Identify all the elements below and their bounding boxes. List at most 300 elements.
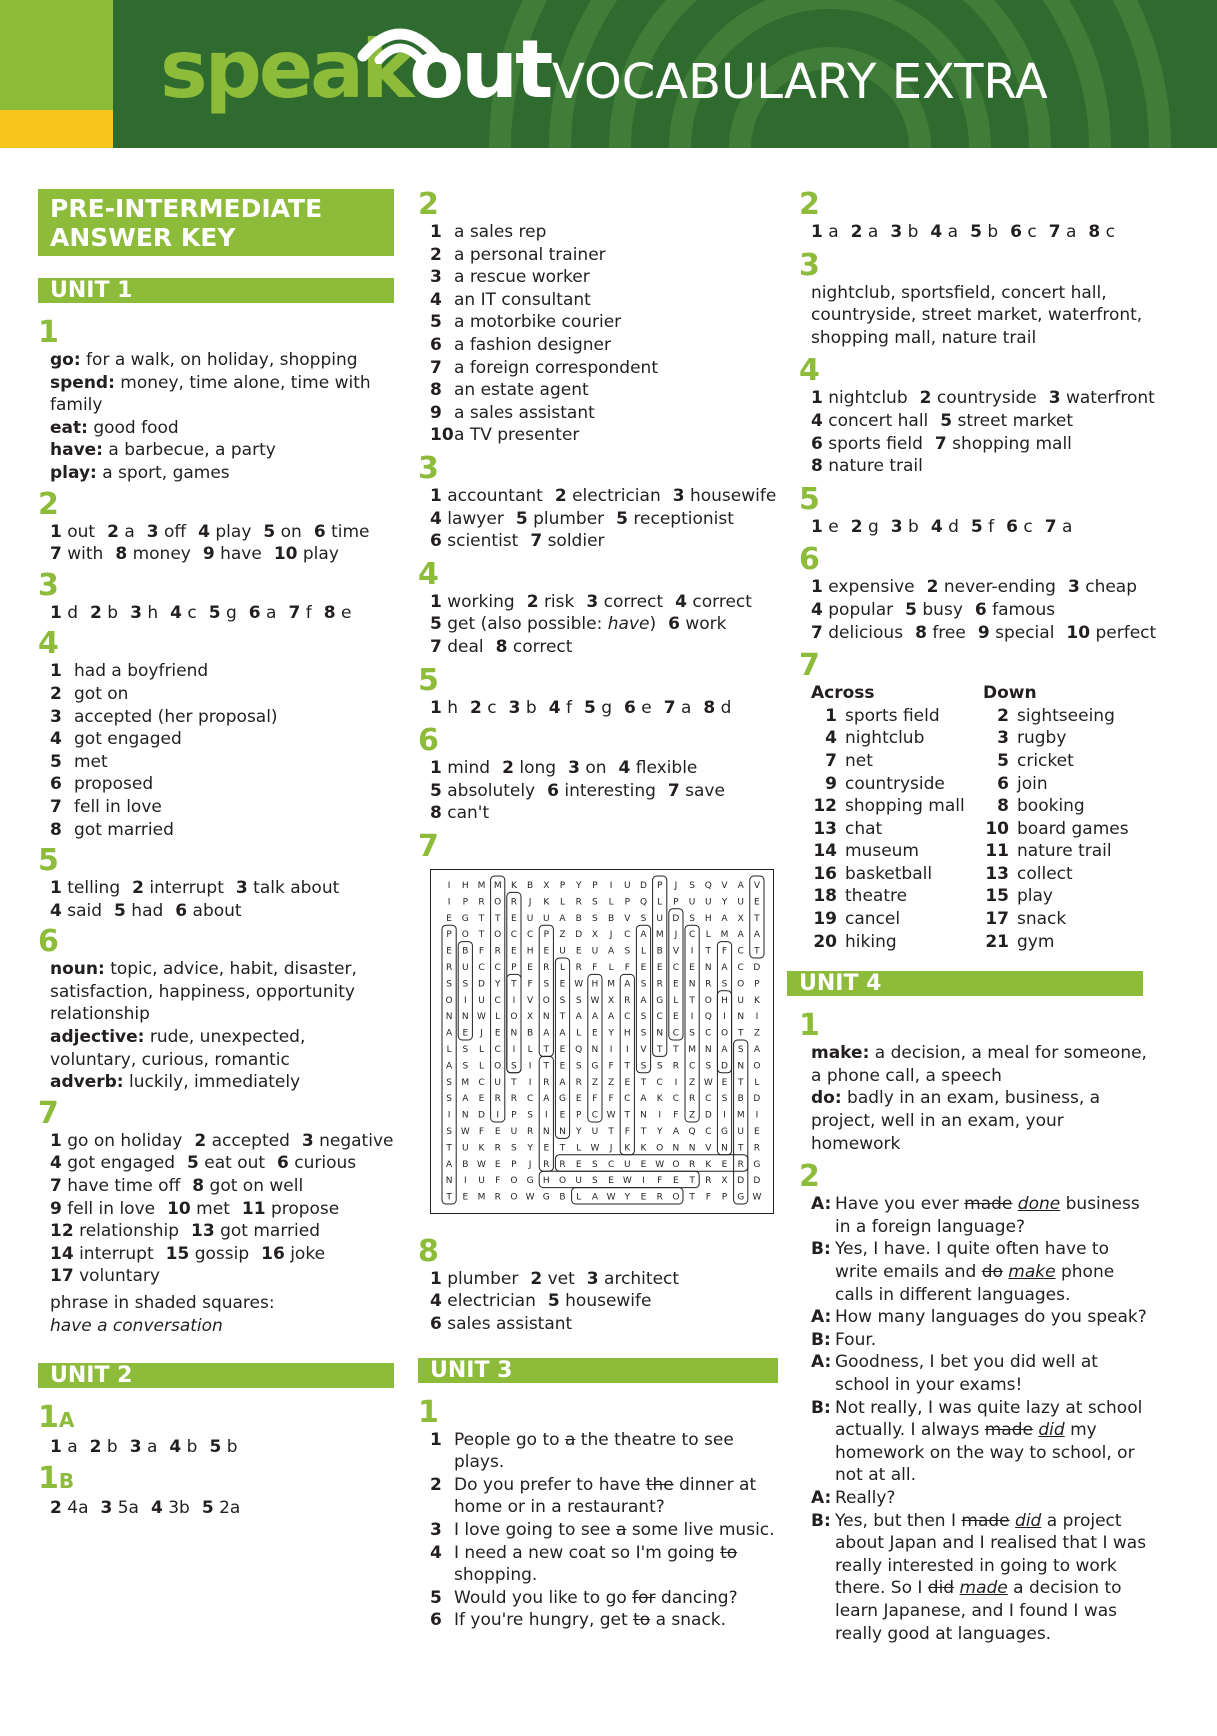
text-part: a decision to learn Japanese, and I found I was really good at languages. — [835, 1578, 1122, 1644]
answer-number: 6 — [430, 531, 442, 552]
dialogue-line — [811, 1306, 1155, 1329]
answer-pair — [975, 600, 1055, 620]
grid-letter: F — [478, 1126, 485, 1137]
answer-number: 1 — [50, 602, 62, 623]
clue-number: 21 — [985, 931, 1009, 952]
crossword-entry — [983, 773, 1155, 796]
grid-letter: U — [526, 913, 534, 924]
answer-text: accountant — [447, 485, 543, 506]
grid-letter: J — [528, 897, 532, 908]
clue-answer: snack — [1017, 909, 1067, 930]
answer-number: 4 — [50, 1153, 62, 1174]
grid-letter: K — [705, 1159, 712, 1170]
text-part: phone calls in different languages. — [835, 1262, 1115, 1305]
grid-letter: U — [591, 1126, 599, 1137]
text-part: Goodness, I bet you did well at school in your exams! — [835, 1352, 1098, 1395]
answer-number: 5 — [547, 1291, 560, 1312]
exercise-number: 2 — [38, 486, 59, 522]
crossword-entry — [811, 750, 983, 773]
grid-letter: R — [656, 1192, 663, 1203]
item-text: a rescue worker — [454, 267, 590, 288]
grid-letter: C — [478, 962, 485, 973]
grid-letter: R — [510, 897, 518, 908]
grid-letter: U — [462, 962, 469, 973]
header-banner — [0, 0, 1217, 148]
answer-number: 6 — [248, 602, 261, 623]
grid-letter: T — [737, 1028, 744, 1039]
grid-letter: O — [510, 1176, 518, 1187]
text-part: shopping. — [454, 1565, 538, 1586]
grid-letter: O — [704, 995, 712, 1006]
answer-text: sales assistant — [447, 1314, 573, 1335]
grid-letter: X — [527, 1012, 534, 1023]
grid-letter: P — [575, 1110, 582, 1121]
unit3-ex2-answers — [799, 221, 1155, 244]
text-part: Would you like to go — [454, 1587, 633, 1608]
item-number: 6 — [430, 1610, 442, 1631]
answer-text: met — [196, 1198, 230, 1219]
answer-pair — [50, 544, 103, 564]
crossword-entry — [983, 750, 1155, 773]
clue-answer: theatre — [845, 886, 908, 907]
grid-letter: E — [559, 979, 566, 990]
answer-pair — [811, 600, 893, 620]
item-text: had a boyfriend — [74, 661, 209, 682]
grid-letter: X — [543, 880, 550, 891]
grid-letter: L — [640, 946, 647, 957]
grid-letter: B — [656, 946, 663, 957]
item-number: 7 — [430, 357, 442, 378]
grid-letter: L — [478, 1061, 485, 1072]
answer-number: 6 — [175, 900, 188, 921]
answer-pair — [202, 1498, 240, 1518]
grid-letter: A — [608, 946, 615, 957]
answer-number: 4 — [811, 410, 823, 431]
text-part: a project about Japan and I realised that I was really interested in going to work there. So I — [835, 1510, 1147, 1599]
grid-letter: L — [559, 897, 566, 908]
grid-letter: L — [657, 897, 663, 908]
grid-letter: E — [673, 1176, 679, 1187]
grid-letter: A — [624, 979, 631, 990]
grid-letter: S — [462, 1061, 469, 1072]
unit2-ex8-answers — [418, 1268, 778, 1336]
answer-text: architect — [604, 1268, 680, 1289]
grid-letter: L — [495, 1012, 501, 1023]
grid-letter: A — [543, 1028, 550, 1039]
grid-letter: S — [705, 1061, 712, 1072]
unit1-ex2-answers — [38, 521, 394, 566]
answer-text: c — [1105, 222, 1115, 242]
grid-letter: U — [688, 897, 696, 908]
grid-letter: O — [558, 1176, 567, 1187]
unit2-ex4-answers — [418, 591, 778, 659]
grid-letter: A — [753, 930, 760, 941]
answer-text: for a walk, on holiday, shopping — [80, 350, 358, 370]
answer-pair — [891, 517, 919, 537]
item-number: 1 — [430, 222, 442, 242]
grid-letter: T — [754, 913, 760, 924]
answer-text: out — [67, 521, 96, 542]
dialogue-text — [835, 1487, 1155, 1510]
grid-letter: R — [543, 962, 550, 973]
grid-letter: D — [753, 1094, 761, 1105]
answer-pair — [811, 517, 839, 537]
answer-text: gossip — [194, 1243, 250, 1264]
grid-letter: D — [478, 1110, 485, 1121]
grid-letter: J — [674, 930, 678, 941]
answer-key-word: make: — [811, 1043, 870, 1064]
answer-pair — [249, 603, 277, 623]
answer-text: b — [907, 222, 919, 242]
numbered-item — [430, 357, 778, 380]
struck-word: made — [984, 1420, 1033, 1441]
exercise-number: 7 — [418, 828, 439, 864]
answer-pair — [978, 623, 1055, 643]
text-part: I love going to see — [454, 1520, 616, 1541]
grid-letter: N — [704, 1044, 712, 1055]
dialogue-line — [811, 1510, 1155, 1646]
answer-text: housewife — [689, 485, 777, 506]
clue-number: 9 — [825, 773, 837, 794]
grid-letter: T — [446, 1192, 452, 1203]
answer-text: got on well — [209, 1176, 304, 1197]
answer-number: 6 — [811, 433, 823, 454]
answer-line — [811, 1042, 1155, 1087]
grid-letter: E — [624, 1077, 631, 1088]
grid-letter: T — [559, 1143, 566, 1154]
grid-letter: M — [688, 1044, 696, 1055]
unit3-ex4-answers — [799, 387, 1155, 477]
answer-pair — [50, 878, 120, 898]
answer-text: street market — [957, 410, 1073, 431]
answer-pair — [430, 531, 518, 551]
grid-letter: E — [543, 1143, 550, 1154]
answer-number: 5 — [201, 1497, 214, 1518]
answer-number: 14 — [50, 1243, 74, 1264]
grid-letter: S — [446, 1077, 452, 1088]
grid-letter: O — [510, 1012, 518, 1023]
answer-number: 6 — [1006, 516, 1018, 537]
grid-letter: A — [672, 1126, 679, 1137]
answer-pair — [1049, 222, 1077, 242]
grid-letter: Y — [624, 1192, 631, 1203]
answer-pair — [664, 698, 692, 718]
grid-letter: W — [477, 1159, 486, 1170]
grid-letter: T — [543, 1044, 550, 1055]
answer-pair — [516, 509, 604, 529]
answer-pair — [107, 522, 135, 542]
answer-text: cheap — [1085, 577, 1138, 598]
crossword-entry — [983, 931, 1155, 954]
phrase-answer: have a conversation — [50, 1315, 223, 1336]
exercise-number: 1 — [418, 1394, 439, 1430]
grid-letter: C — [688, 1061, 696, 1072]
answer-number: 7 — [288, 602, 301, 623]
grid-letter: O — [720, 1028, 729, 1039]
dialogue-text — [835, 1510, 1155, 1646]
grid-letter: D — [704, 1110, 712, 1121]
answer-number: 5 — [905, 599, 917, 620]
unit2-ex2-answers — [418, 221, 778, 447]
answer-text: never-ending — [943, 577, 1056, 598]
answer-pair — [430, 509, 504, 529]
answer-text: g — [225, 602, 237, 623]
answer-text: countryside — [936, 388, 1037, 409]
answer-number: 6 — [623, 697, 636, 718]
answer-pair — [130, 1437, 158, 1457]
answer-text: joke — [290, 1243, 326, 1264]
grid-letter: E — [754, 1126, 760, 1137]
item-number: 5 — [430, 1587, 442, 1608]
grid-letter: E — [446, 946, 452, 957]
grid-letter: N — [688, 979, 696, 990]
crossword-entry — [811, 885, 983, 908]
text-part: Really? — [835, 1487, 896, 1508]
grid-letter: Q — [639, 897, 648, 908]
grid-letter: T — [511, 979, 517, 990]
clue-answer: basketball — [845, 863, 933, 884]
answer-text: save — [685, 780, 725, 801]
answer-row — [811, 576, 1155, 599]
grid-letter: L — [576, 1192, 582, 1203]
exercise-number: 2 — [418, 187, 439, 222]
grid-letter: S — [689, 1028, 695, 1039]
answer-pair — [50, 1498, 88, 1518]
answer-number: 2 — [526, 591, 539, 612]
grid-letter: T — [754, 946, 760, 957]
grid-letter: C — [656, 1012, 663, 1023]
answer-number: 8 — [1088, 222, 1101, 242]
crossword-entry — [983, 840, 1155, 863]
grid-letter: N — [542, 1012, 550, 1023]
clue-answer: chat — [845, 818, 883, 839]
answer-number: 2 — [470, 697, 482, 718]
answer-number: 1 — [811, 516, 823, 537]
numbered-item — [430, 311, 778, 334]
answer-row — [50, 1130, 394, 1153]
grid-letter: G — [542, 1192, 550, 1203]
answer-row — [50, 1152, 394, 1175]
answer-text: 3b — [168, 1497, 190, 1518]
answer-number: 2 — [107, 521, 119, 542]
grid-letter: L — [608, 962, 614, 973]
exercise-number: 3 — [799, 247, 820, 283]
answer-row: 5 get (also possible: have) 6 work — [430, 614, 727, 635]
exercise-number: 6 — [38, 924, 59, 960]
unit1-ex4-answers — [38, 660, 394, 841]
answer-line — [50, 372, 394, 417]
grid-letter: O — [542, 995, 550, 1006]
down-label: Down — [983, 683, 1037, 704]
clue-answer: hiking — [845, 931, 897, 952]
answer-pair — [324, 603, 352, 623]
unit3-ex1-answers — [418, 1429, 778, 1632]
item-text — [454, 1429, 778, 1474]
grid-letter: C — [607, 1159, 615, 1170]
text-part: Yes, but then I — [835, 1510, 962, 1531]
grid-letter: K — [640, 1143, 647, 1154]
numbered-item — [50, 819, 394, 842]
grid-letter: T — [656, 1044, 663, 1055]
dialogue-text — [835, 1193, 1155, 1238]
grid-letter: I — [512, 1044, 516, 1055]
answer-number: 3 — [586, 591, 599, 612]
exercise-number: 3 — [418, 450, 439, 486]
grid-letter: K — [624, 1143, 631, 1154]
grid-letter: E — [673, 979, 679, 990]
answer-number: 13 — [191, 1221, 215, 1242]
grid-letter: E — [592, 1028, 598, 1039]
item-number: 3 — [50, 706, 62, 727]
answer-text: c — [487, 697, 497, 718]
grid-letter: F — [624, 1126, 630, 1137]
exercise-number: 4 — [418, 556, 439, 592]
answer-number: 4 — [198, 521, 210, 542]
answer-pair — [242, 1199, 339, 1219]
answer-pair — [151, 1498, 190, 1518]
crossword-entry — [811, 863, 983, 886]
answer-number: 8 — [192, 1176, 205, 1197]
answer-text: a decision, a meal for someone, a phone call, a speech — [811, 1043, 1147, 1086]
grid-letter: T — [705, 946, 712, 957]
grid-letter: L — [559, 962, 566, 973]
answer-text: b — [226, 1437, 238, 1458]
answer-text: f — [988, 516, 995, 537]
grid-letter: R — [705, 1176, 712, 1187]
answer-pair — [811, 456, 923, 476]
answer-key-title: PRE-INTERMEDIATE ANSWER KEY — [38, 189, 394, 256]
numbered-item — [50, 706, 394, 729]
answer-text: a — [947, 222, 959, 242]
answer-text: fell in love — [67, 1198, 156, 1219]
clue-number: 2 — [997, 705, 1009, 726]
answer-number: 10 — [273, 544, 298, 565]
answer-pair — [568, 758, 606, 778]
answer-pair — [703, 698, 731, 718]
answer-pair — [175, 901, 241, 921]
grid-letter: T — [689, 995, 695, 1006]
answer-number: 7 — [50, 544, 62, 565]
answer-text: got engaged — [67, 1153, 175, 1174]
grid-letter: L — [478, 1044, 485, 1055]
answer-text: time — [331, 521, 370, 542]
grid-letter: F — [705, 1192, 711, 1203]
answer-pair — [673, 486, 777, 506]
answer-number: 1 — [430, 1268, 442, 1289]
exercise-number: 4 — [799, 353, 820, 389]
corrected-word: made — [959, 1578, 1008, 1599]
answer-text: 2a — [219, 1497, 241, 1518]
answer-text: topic, advice, habit, disaster, satisfaction, happiness, opportunity relationship — [50, 959, 357, 1025]
grid-letter: R — [543, 1077, 550, 1088]
grid-letter: R — [575, 962, 582, 973]
numbered-item — [430, 289, 778, 312]
answer-pair — [130, 603, 158, 623]
grid-letter: S — [592, 1176, 598, 1187]
grid-letter: G — [721, 1126, 728, 1137]
exercise-number: 1 — [799, 1008, 820, 1044]
answer-text: electrician — [572, 485, 661, 506]
grid-letter: N — [721, 1143, 728, 1154]
grid-letter: L — [527, 1044, 533, 1055]
answer-text: delicious — [828, 622, 904, 643]
answer-number: 8 — [915, 622, 927, 643]
answer-text: electrician — [447, 1291, 536, 1312]
answer-number: 4 — [50, 900, 62, 921]
answer-pair — [905, 600, 963, 620]
grid-letter: W — [477, 1012, 486, 1023]
answer-number: 4 — [618, 758, 631, 779]
grid-letter: G — [559, 1094, 566, 1105]
text-part: Yes, I have. I quite often have to write emails and — [835, 1239, 1109, 1282]
grid-letter: C — [494, 1044, 501, 1055]
grid-letter: P — [511, 962, 517, 973]
grid-letter: L — [705, 930, 711, 941]
numbered-item — [430, 1542, 778, 1587]
clue-number: 13 — [813, 818, 837, 839]
grid-letter: I — [658, 1110, 662, 1121]
grid-letter: S — [640, 1061, 647, 1072]
crossword-entry — [811, 818, 983, 841]
answer-text: money — [132, 544, 191, 565]
grid-letter: E — [640, 1159, 647, 1170]
answer-number: 2 — [502, 758, 514, 779]
answer-row — [430, 1268, 778, 1291]
answer-pair — [50, 1244, 154, 1264]
grid-letter: T — [511, 1077, 517, 1088]
grid-letter: U — [478, 1176, 485, 1187]
grid-letter: M — [607, 979, 615, 990]
answer-number: 8 — [811, 456, 823, 477]
answer-number: 8 — [430, 803, 442, 824]
grid-letter: F — [478, 946, 485, 957]
answer-text: 5a — [117, 1497, 139, 1518]
answer-text: waterfront — [1065, 388, 1155, 409]
grid-letter: D — [640, 880, 647, 891]
answer-pair — [198, 522, 251, 542]
answer-row — [50, 1243, 394, 1266]
answer-line — [50, 417, 394, 440]
answer-text: relationship — [79, 1221, 180, 1242]
grid-letter: R — [672, 1061, 680, 1072]
speaker-label: B: — [811, 1329, 831, 1350]
grid-letter: W — [590, 995, 600, 1006]
answer-key-word: play: — [50, 462, 97, 483]
unit4-ex2-answers — [799, 1193, 1155, 1645]
clue-number: 15 — [985, 886, 1009, 907]
answer-number: 7 — [934, 433, 947, 454]
exercise-number: 5 — [418, 662, 439, 698]
unit3-ex3-answers: nightclub, sportsfield, concert hall, countryside, street market, waterfront, shopping mall, nature trail — [811, 282, 1143, 348]
answer-pair — [132, 878, 224, 898]
answer-text: sports field — [828, 433, 923, 454]
clue-answer: cricket — [1017, 750, 1074, 771]
clue-number: 10 — [985, 818, 1009, 839]
answer-number: 5 — [616, 508, 628, 529]
answer-number: 3 — [672, 485, 685, 506]
grid-letter: R — [688, 1094, 696, 1105]
grid-letter: E — [640, 1192, 647, 1203]
unit2-ex1b-answers — [38, 1497, 394, 1520]
grid-letter: E — [478, 1094, 485, 1105]
grid-letter: W — [752, 1192, 762, 1203]
clue-number: 5 — [997, 750, 1009, 771]
grid-letter: Y — [721, 897, 728, 908]
grid-letter: A — [721, 913, 728, 924]
answer-pair — [170, 603, 197, 623]
grid-letter: I — [609, 1044, 613, 1055]
answer-pair — [274, 544, 339, 564]
